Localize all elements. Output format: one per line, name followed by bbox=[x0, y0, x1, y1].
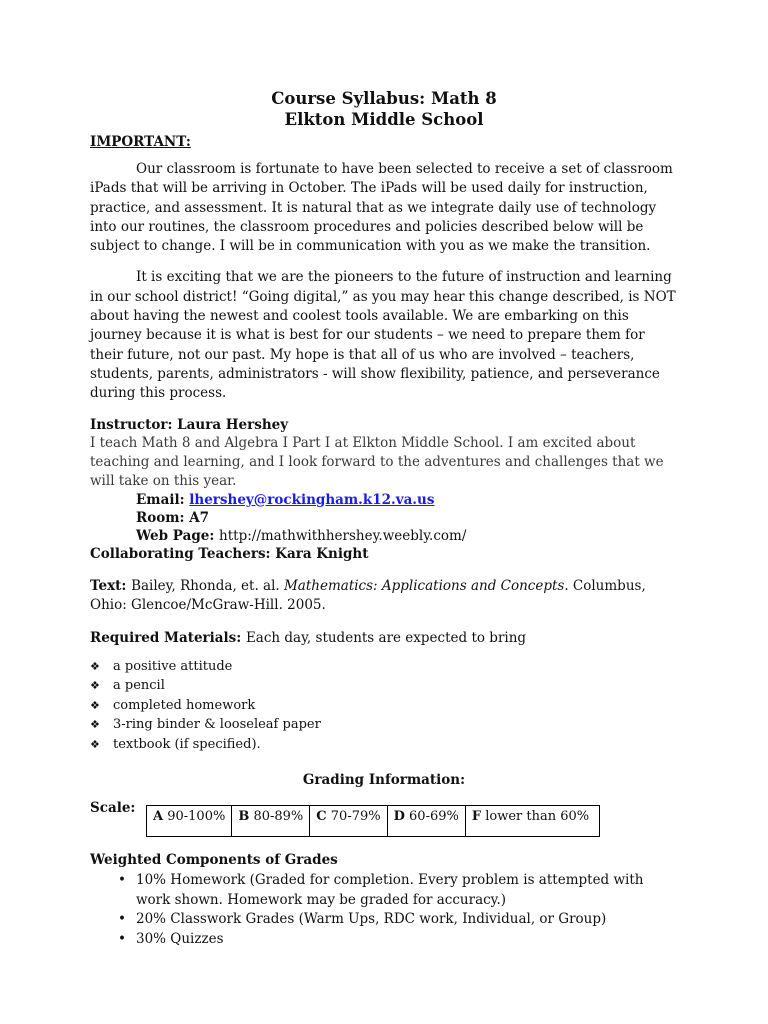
web-label: Web Page: bbox=[136, 527, 220, 544]
scale-label: Scale: bbox=[90, 800, 136, 817]
title-line-1: Course Syllabus: Math 8 bbox=[271, 89, 497, 108]
list-item: • 20% Classwork Grades (Warm Ups, RDC work, Individual, or Group) bbox=[90, 910, 678, 930]
web-line bbox=[90, 527, 678, 545]
scale-cell-a: A 90-100% bbox=[147, 806, 232, 837]
important-label: IMPORTANT: bbox=[90, 134, 191, 150]
list-item: ❖ a pencil bbox=[90, 676, 678, 696]
grade-scale-table bbox=[146, 805, 600, 837]
weighted-section bbox=[90, 851, 678, 949]
room-line: Room: A7 bbox=[136, 509, 210, 526]
bullet-dot-icon: • bbox=[118, 930, 126, 947]
scale-row bbox=[90, 800, 678, 837]
list-item: • 30% Quizzes bbox=[90, 930, 678, 950]
list-item: ❖ textbook (if specified). bbox=[90, 735, 678, 755]
materials-intro: Each day, students are expected to bring bbox=[245, 629, 527, 646]
email-label: Email: bbox=[136, 491, 190, 508]
text-label: Text: bbox=[90, 577, 132, 594]
list-item: ❖ completed homework bbox=[90, 696, 678, 716]
materials-section bbox=[90, 629, 678, 755]
instructor-heading: Instructor: Laura Hershey bbox=[90, 416, 289, 433]
list-item: • 10% Homework (Graded for completion. Every problem is attempted with work shown. Homework may be graded for accuracy.) bbox=[118, 872, 644, 908]
components-list bbox=[90, 871, 678, 949]
materials-label: Required Materials: bbox=[90, 629, 246, 646]
instructor-bio: I teach Math 8 and Algebra I Part I at Elkton Middle School. I am excited about teaching and learning, and I look forward to the adventures and challenges that we will take on this year. bbox=[90, 434, 664, 489]
diamond-bullet-icon: ❖ bbox=[90, 737, 100, 751]
email-link[interactable]: lhershey@rockingham.k12.va.us bbox=[189, 491, 435, 508]
collaborating-teachers: Collaborating Teachers: Kara Knight bbox=[90, 545, 369, 562]
text-publisher: . Columbus, Ohio: Glencoe/McGraw-Hill. 2005. bbox=[90, 577, 646, 613]
list-item: ❖ a positive attitude bbox=[90, 657, 678, 677]
paragraph-going-digital: It is exciting that we are the pioneers to the future of instruction and learning in our school district! “Going digital,” as you may hear this change described, is NOT about having the newest and coolest tools available. We are embarking on this journey because it is what is best for our students – we need to prepare them for their future, not our past. My hope is that all of us who are involved – teachers, students, parents, administrators - will show flexibility, patience, and perseverance during this process. bbox=[90, 269, 676, 402]
bullet-dot-icon: • bbox=[118, 911, 126, 928]
text-book-title: Mathematics: Applications and Concepts bbox=[283, 577, 565, 594]
title-line-2: Elkton Middle School bbox=[284, 110, 484, 129]
diamond-bullet-icon: ❖ bbox=[90, 679, 100, 693]
paragraph-ipads: Our classroom is fortunate to have been selected to receive a set of classroom iPads that will be arriving in October. The iPads will be used daily for instruction, practice, and assessment. It is natural that as we integrate daily use of technology into our routines, the classroom procedures and policies described below will be subject to change. I will be in communication with you as we make the transition. bbox=[90, 161, 673, 255]
text-reference bbox=[90, 577, 678, 615]
diamond-bullet-icon: ❖ bbox=[90, 659, 100, 673]
scale-cell-c: C 70-79% bbox=[310, 806, 387, 837]
grading-title: Grading Information: bbox=[302, 772, 466, 789]
materials-list bbox=[90, 657, 678, 755]
scale-cell-d: D 60-69% bbox=[387, 806, 465, 837]
instructor-section bbox=[90, 416, 678, 563]
text-authors: Bailey, Rhonda, et. al. bbox=[131, 577, 284, 594]
diamond-bullet-icon: ❖ bbox=[90, 698, 100, 712]
list-item: ❖ 3-ring binder & looseleaf paper bbox=[90, 715, 678, 735]
scale-cell-f: F lower than 60% bbox=[465, 806, 599, 837]
diamond-bullet-icon: ❖ bbox=[90, 718, 100, 732]
weighted-title: Weighted Components of Grades bbox=[90, 852, 338, 869]
bullet-dot-icon: • bbox=[118, 872, 126, 889]
web-url[interactable]: http://mathwithhershey.weebly.com/ bbox=[219, 527, 467, 544]
email-line bbox=[90, 491, 678, 509]
scale-cell-b: B 80-89% bbox=[232, 806, 310, 837]
